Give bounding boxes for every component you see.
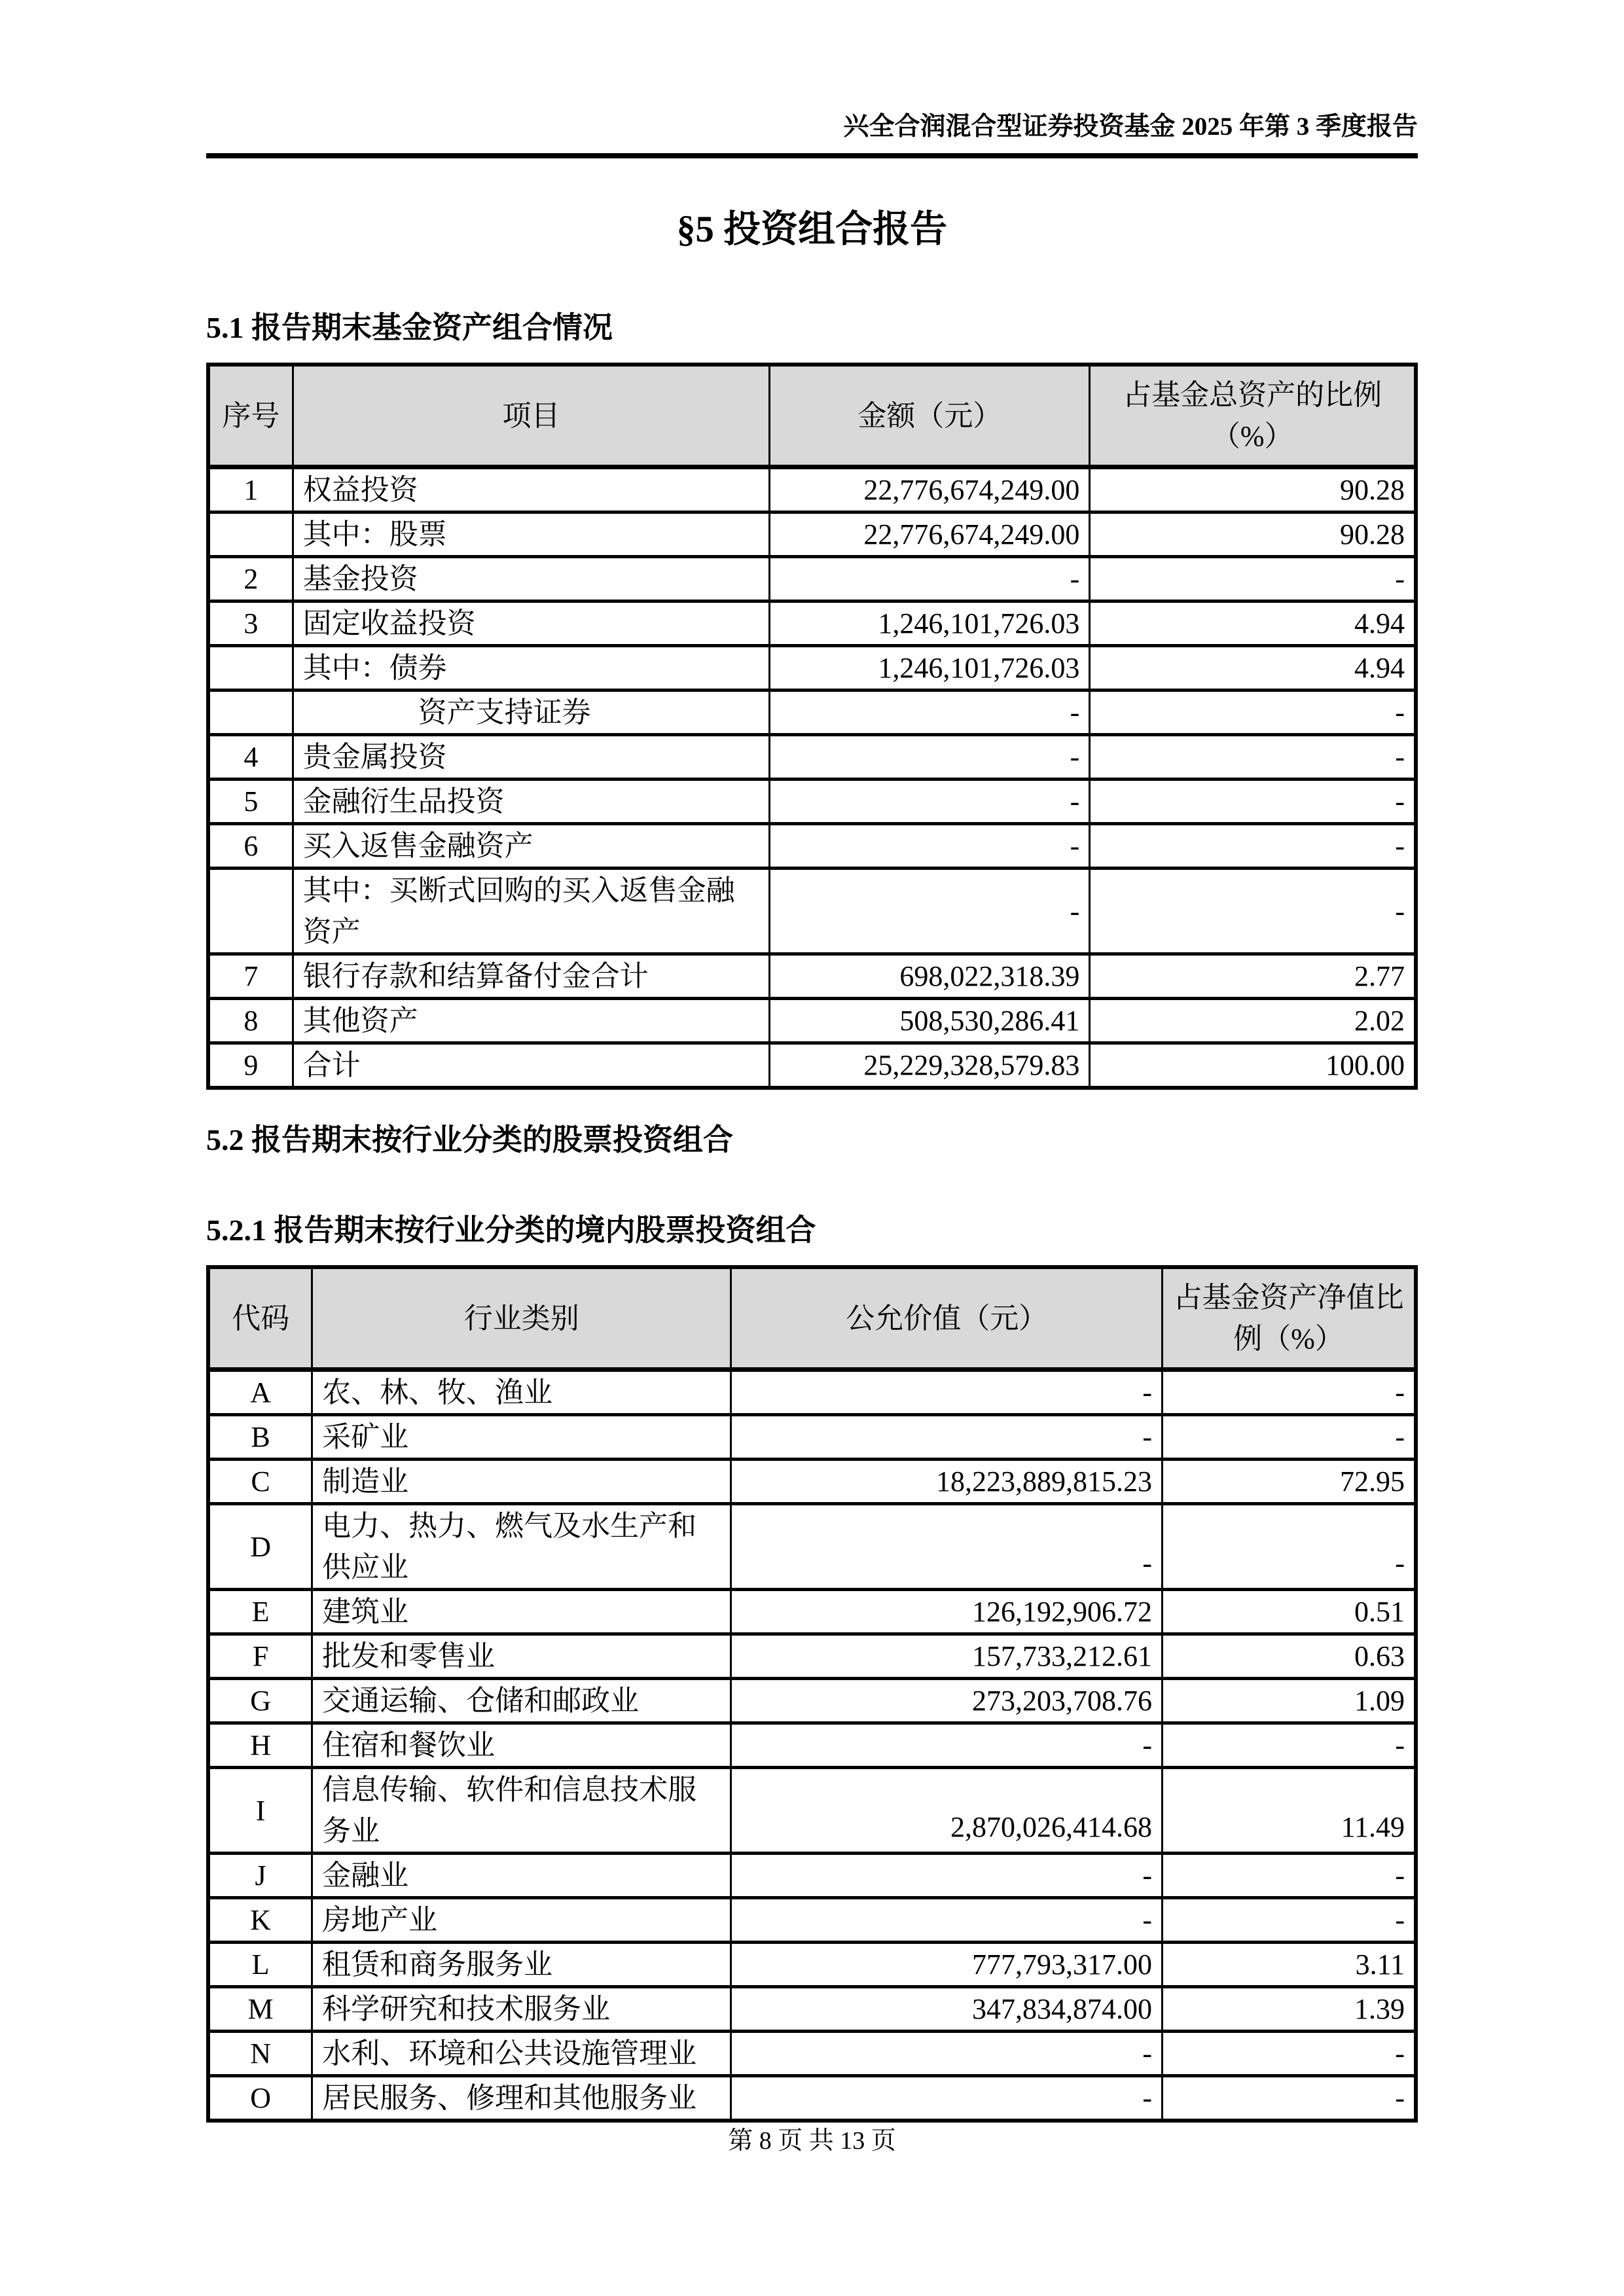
cell-industry: 农、林、牧、渔业 <box>312 1370 731 1415</box>
header-cell-industry: 行业类别 <box>312 1267 731 1370</box>
cell-amount: 22,776,674,249.00 <box>770 467 1090 512</box>
heading-5-2-1: 5.2.1 报告期末按行业分类的境内股票投资组合 <box>206 1213 816 1247</box>
cell-no: 1 <box>208 467 293 512</box>
cell-pct: 11.49 <box>1163 1768 1416 1854</box>
cell-code: D <box>208 1504 312 1590</box>
cell-item: 其中：股票 <box>293 512 770 557</box>
main-title: §5 投资组合报告 <box>676 209 948 250</box>
cell-amount: 698,022,318.39 <box>770 954 1090 999</box>
cell-no: 8 <box>208 999 293 1043</box>
cell-industry: 批发和零售业 <box>312 1634 731 1679</box>
cell-value: 273,203,708.76 <box>731 1679 1163 1723</box>
header-cell-item: 项目 <box>293 365 770 467</box>
cell-pct: 4.94 <box>1090 646 1416 691</box>
cell-pct: - <box>1090 869 1416 954</box>
table-row <box>208 1679 1416 1723</box>
cell-amount: - <box>770 691 1090 735</box>
cell-pct: 4.94 <box>1090 601 1416 646</box>
page-header <box>206 111 1418 158</box>
table-row <box>208 954 1416 999</box>
cell-amount: 25,229,328,579.83 <box>770 1043 1090 1088</box>
cell-amount: - <box>770 780 1090 824</box>
cell-value: - <box>731 2076 1163 2121</box>
asset-table-body <box>208 467 1416 1088</box>
table-row <box>208 1768 1416 1854</box>
cell-amount: 22,776,674,249.00 <box>770 512 1090 557</box>
cell-amount: - <box>770 824 1090 869</box>
header-cell-pct: 占基金总资产的比例（%） <box>1090 365 1416 467</box>
cell-pct: 0.51 <box>1163 1590 1416 1634</box>
table-header-row <box>208 1267 1416 1370</box>
table-row <box>208 557 1416 601</box>
table-row <box>208 1460 1416 1504</box>
cell-code: N <box>208 2032 312 2076</box>
cell-no: 5 <box>208 780 293 824</box>
cell-value: 2,870,026,414.68 <box>731 1768 1163 1854</box>
cell-industry: 金融业 <box>312 1854 731 1898</box>
table-row <box>208 1590 1416 1634</box>
report-header-title: 兴全合润混合型证券投资基金 2025 年第 3 季度报告 <box>843 113 1418 141</box>
cell-code: A <box>208 1370 312 1415</box>
table-row <box>208 735 1416 780</box>
cell-value: - <box>731 1723 1163 1768</box>
cell-pct: - <box>1163 1370 1416 1415</box>
cell-pct: - <box>1163 1723 1416 1768</box>
cell-no: 6 <box>208 824 293 869</box>
cell-item: 贵金属投资 <box>293 735 770 780</box>
cell-amount: - <box>770 735 1090 780</box>
cell-industry: 租赁和商务服务业 <box>312 1943 731 1987</box>
cell-code: I <box>208 1768 312 1854</box>
cell-value: - <box>731 1898 1163 1943</box>
asset-composition-table <box>206 363 1418 1090</box>
cell-item: 银行存款和结算备付金合计 <box>293 954 770 999</box>
cell-no: 9 <box>208 1043 293 1088</box>
cell-code: F <box>208 1634 312 1679</box>
cell-code: K <box>208 1898 312 1943</box>
cell-amount: 1,246,101,726.03 <box>770 646 1090 691</box>
cell-no <box>208 869 293 954</box>
cell-code: E <box>208 1590 312 1634</box>
cell-industry: 居民服务、修理和其他服务业 <box>312 2076 731 2121</box>
table-row <box>208 646 1416 691</box>
table-row <box>208 467 1416 512</box>
cell-pct: 90.28 <box>1090 467 1416 512</box>
table-row <box>208 1987 1416 2032</box>
cell-pct: - <box>1163 2076 1416 2121</box>
cell-amount: 1,246,101,726.03 <box>770 601 1090 646</box>
cell-pct: - <box>1163 1898 1416 1943</box>
cell-no: 7 <box>208 954 293 999</box>
table-header-row <box>208 365 1416 467</box>
table-row <box>208 1943 1416 1987</box>
page-number-text: 第 8 页 共 13 页 <box>728 2127 896 2155</box>
cell-industry: 房地产业 <box>312 1898 731 1943</box>
cell-industry: 制造业 <box>312 1460 731 1504</box>
cell-item: 基金投资 <box>293 557 770 601</box>
cell-pct: 90.28 <box>1090 512 1416 557</box>
cell-pct: - <box>1163 1415 1416 1460</box>
cell-value: 18,223,889,815.23 <box>731 1460 1163 1504</box>
cell-pct: - <box>1090 735 1416 780</box>
table-row <box>208 1415 1416 1460</box>
cell-value: 157,733,212.61 <box>731 1634 1163 1679</box>
table-row <box>208 1504 1416 1590</box>
cell-pct: 100.00 <box>1090 1043 1416 1088</box>
header-cell-amount: 金额（元） <box>770 365 1090 467</box>
table-row <box>208 1043 1416 1088</box>
cell-code: B <box>208 1415 312 1460</box>
cell-pct: 72.95 <box>1163 1460 1416 1504</box>
cell-amount: - <box>770 557 1090 601</box>
cell-code: M <box>208 1987 312 2032</box>
cell-industry: 交通运输、仓储和邮政业 <box>312 1679 731 1723</box>
cell-item: 其中：债券 <box>293 646 770 691</box>
table-row <box>208 2076 1416 2121</box>
asset-table-head <box>208 365 1416 467</box>
cell-item: 合计 <box>293 1043 770 1088</box>
heading-5-2: 5.2 报告期末按行业分类的股票投资组合 <box>206 1123 733 1157</box>
cell-industry: 信息传输、软件和信息技术服务业 <box>312 1768 731 1854</box>
cell-item: 权益投资 <box>293 467 770 512</box>
header-cell-code: 代码 <box>208 1267 312 1370</box>
cell-pct: - <box>1090 691 1416 735</box>
cell-pct: - <box>1163 1504 1416 1590</box>
cell-amount: - <box>770 869 1090 954</box>
cell-amount: 508,530,286.41 <box>770 999 1090 1043</box>
cell-value: - <box>731 1504 1163 1590</box>
table-row <box>208 2032 1416 2076</box>
table-row <box>208 601 1416 646</box>
cell-code: H <box>208 1723 312 1768</box>
cell-industry: 电力、热力、燃气及水生产和供应业 <box>312 1504 731 1590</box>
table-row <box>208 1634 1416 1679</box>
cell-code: O <box>208 2076 312 2121</box>
table-row <box>208 869 1416 954</box>
cell-item: 资产支持证券 <box>293 691 770 735</box>
table-row <box>208 512 1416 557</box>
table-row <box>208 1723 1416 1768</box>
cell-value: 126,192,906.72 <box>731 1590 1163 1634</box>
cell-pct: 2.77 <box>1090 954 1416 999</box>
cell-value: 777,793,317.00 <box>731 1943 1163 1987</box>
industry-stock-table <box>206 1265 1418 2123</box>
cell-no <box>208 691 293 735</box>
cell-no <box>208 646 293 691</box>
header-cell-pct: 占基金资产净值比例（%） <box>1163 1267 1416 1370</box>
cell-pct: - <box>1163 1854 1416 1898</box>
cell-pct: - <box>1090 557 1416 601</box>
cell-no: 3 <box>208 601 293 646</box>
cell-industry: 采矿业 <box>312 1415 731 1460</box>
cell-value: - <box>731 1415 1163 1460</box>
header-cell-value: 公允价值（元） <box>731 1267 1163 1370</box>
table-row <box>208 780 1416 824</box>
cell-pct: 0.63 <box>1163 1634 1416 1679</box>
cell-item: 买入返售金融资产 <box>293 824 770 869</box>
cell-industry: 建筑业 <box>312 1590 731 1634</box>
cell-value: - <box>731 1370 1163 1415</box>
industry-table-body <box>208 1370 1416 2121</box>
cell-pct: - <box>1090 824 1416 869</box>
cell-item: 金融衍生品投资 <box>293 780 770 824</box>
cell-no <box>208 512 293 557</box>
cell-pct: 3.11 <box>1163 1943 1416 1987</box>
table-row <box>208 1898 1416 1943</box>
cell-value: - <box>731 2032 1163 2076</box>
cell-industry: 水利、环境和公共设施管理业 <box>312 2032 731 2076</box>
table-row <box>208 999 1416 1043</box>
cell-pct: 1.09 <box>1163 1679 1416 1723</box>
cell-industry: 住宿和餐饮业 <box>312 1723 731 1768</box>
cell-pct: - <box>1163 2032 1416 2076</box>
cell-value: - <box>731 1854 1163 1898</box>
cell-pct: 2.02 <box>1090 999 1416 1043</box>
heading-5-1: 5.1 报告期末基金资产组合情况 <box>206 311 613 344</box>
industry-table-head <box>208 1267 1416 1370</box>
cell-code: C <box>208 1460 312 1504</box>
header-cell-no: 序号 <box>208 365 293 467</box>
table-row <box>208 824 1416 869</box>
cell-code: G <box>208 1679 312 1723</box>
cell-no: 4 <box>208 735 293 780</box>
cell-no: 2 <box>208 557 293 601</box>
cell-pct: - <box>1090 780 1416 824</box>
table-row <box>208 1370 1416 1415</box>
cell-code: J <box>208 1854 312 1898</box>
table-row <box>208 691 1416 735</box>
cell-item: 其他资产 <box>293 999 770 1043</box>
table-row <box>208 1854 1416 1898</box>
cell-industry: 科学研究和技术服务业 <box>312 1987 731 2032</box>
cell-item: 固定收益投资 <box>293 601 770 646</box>
cell-code: L <box>208 1943 312 1987</box>
cell-item: 其中：买断式回购的买入返售金融资产 <box>293 869 770 954</box>
cell-value: 347,834,874.00 <box>731 1987 1163 2032</box>
page-footer <box>0 2126 1624 2156</box>
cell-pct: 1.39 <box>1163 1987 1416 2032</box>
